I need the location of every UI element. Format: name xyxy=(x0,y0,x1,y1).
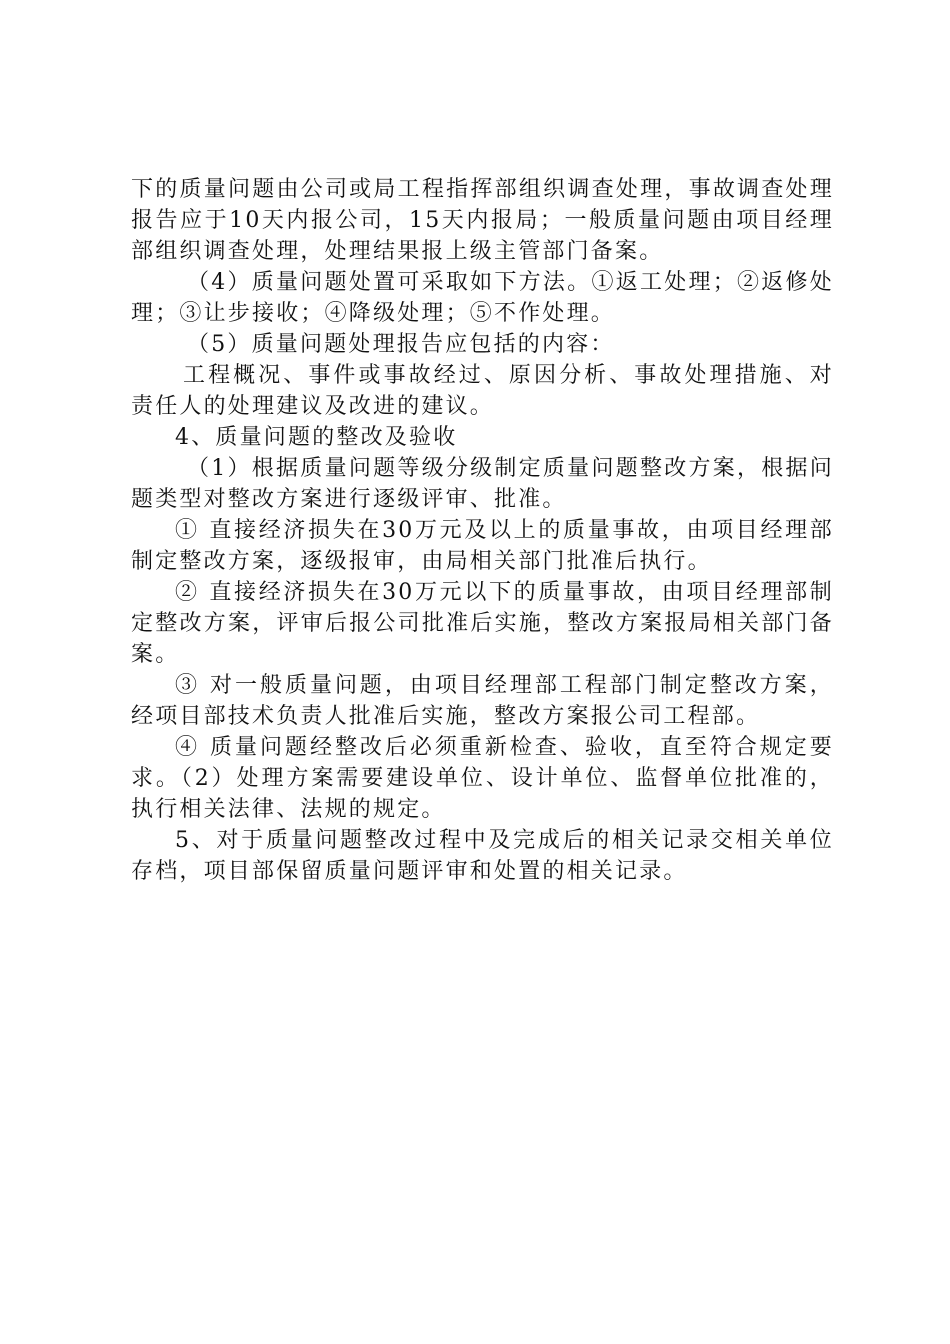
paragraph-item-3: ③ 对一般质量问题，由项目经理部工程部门制定整改方案，经项目部技术负责人批准后实施，整改方案报公司工程部。 xyxy=(131,673,834,729)
section-heading-rectification: 4、质量问题的整改及验收 xyxy=(175,425,458,450)
paragraph-report-contents: 工程概况、事件或事故经过、原因分析、事故处理措施、对责任人的处理建议及改进的建议。 xyxy=(131,363,834,419)
paragraph-report-contents-heading: （5）质量问题处理报告应包括的内容： xyxy=(187,332,615,357)
paragraph-item-1: ① 直接经济损失在30万元及以上的质量事故，由项目经理部制定整改方案，逐级报审，由局相关部门批准后执行。 xyxy=(131,518,834,574)
paragraph-item-4: ④ 质量问题经整改后必须重新检查、验收，直至符合规定要求。（2）处理方案需要建设单位、设计单位、监督单位批准的，执行相关法律、法规的规定。 xyxy=(131,735,834,822)
paragraph-item-2: ② 直接经济损失在30万元以下的质量事故，由项目经理部制定整改方案，评审后报公司批准后实施，整改方案报局相关部门备案。 xyxy=(131,580,834,667)
document-body xyxy=(131,174,834,887)
paragraph-rectification-plan: （1）根据质量问题等级分级制定质量问题整改方案，根据问题类型对整改方案进行逐级评审、批准。 xyxy=(131,456,834,512)
paragraph-continuation: 下的质量问题由公司或局工程指挥部组织调查处理，事故调查处理报告应于10天内报公司，15天内报局；一般质量问题由项目经理部组织调查处理，处理结果报上级主管部门备案。 xyxy=(131,177,834,264)
paragraph-handling-methods: （4）质量问题处置可采取如下方法。①返工处理；②返修处理；③让步接收；④降级处理；⑤不作处理。 xyxy=(131,270,834,326)
paragraph-records: 5、对于质量问题整改过程中及完成后的相关记录交相关单位存档，项目部保留质量问题评审和处置的相关记录。 xyxy=(131,828,834,884)
